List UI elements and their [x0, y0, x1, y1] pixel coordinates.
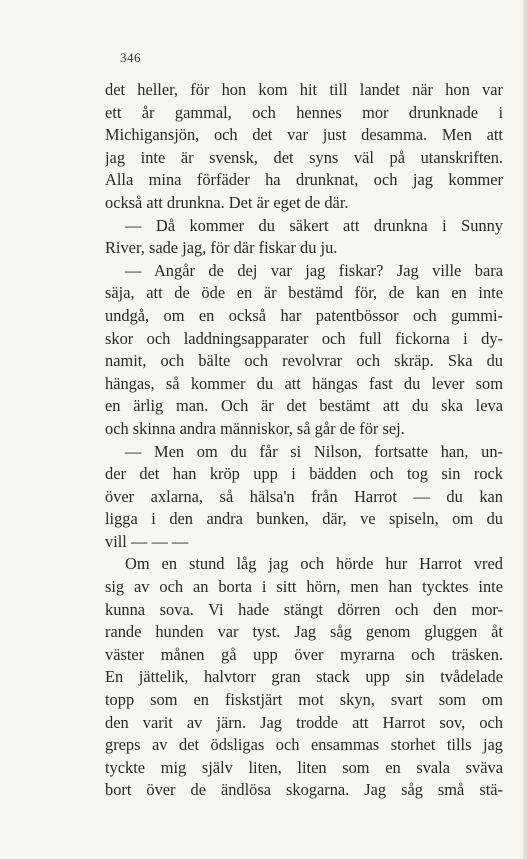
text-line: undgå, om en också har patentbössor och gummi- [105, 305, 503, 325]
text-line: ett år gammal, och hennes mor drunknade i [105, 102, 503, 122]
text-line: — Men om du får si Nilson, fortsatte han, un- [125, 441, 503, 461]
text-line: — Angår de dej var jag fiskar? Jag ville bara [125, 260, 503, 280]
text-line: River, sade jag, för där fiskar du ju. [105, 238, 338, 258]
text-line: en ärlig man. Och är det bestämt att du ska leva [105, 396, 503, 416]
text-line: Alla mina förfäder ha drunknat, och jag kommer [105, 170, 503, 190]
text-line: topp som en fiskstjärt mot skyn, svart som om [105, 690, 503, 710]
text-line: greps av det ödsligas och ensammas storhet tills jag [105, 735, 503, 755]
page-number: 346 [120, 50, 141, 65]
body-text [105, 79, 503, 802]
text-line: den varit av järn. Jag trodde att Harrot sov, och [105, 712, 503, 732]
text-line: vill — — — [105, 531, 189, 551]
text-line: väster månen gå upp över myrarna och träsken. [105, 644, 503, 664]
text-line: och skinna andra människor, så går de för sej. [105, 418, 405, 438]
text-line: — Då kommer du säkert att drunkna i Sunny [125, 215, 503, 235]
text-line: Om en stund låg jag och hörde hur Harrot vred [125, 554, 503, 574]
text-line: Michigansjön, och det var just desamma. Men att [105, 125, 503, 145]
text-line: ligga i den andra bunken, där, ve spiseln, om du [105, 509, 503, 529]
text-line: det heller, för hon kom hit till landet när hon var [105, 80, 503, 99]
text-line: säja, att de öde en är bestämd för, de kan en inte [105, 283, 503, 303]
text-line: sig av och an borta i sitt hörn, men han tycktes inte [105, 577, 503, 597]
text-line: kunna sova. Vi hade stängt dörren och den mor- [105, 599, 503, 619]
text-line: En jättelik, halvtorr gran stack upp sin tvådelade [105, 667, 503, 687]
text-line: hängas, så kommer du att hängas fast du lever som [105, 373, 503, 393]
text-line: över axlarna, så hälsa'n från Harrot — du kan [105, 486, 503, 506]
text-line: skor och laddningsapparater och full fickorna i dy- [105, 328, 503, 348]
text-line: rande hunden var tyst. Jag såg genom gluggen åt [105, 622, 503, 642]
text-line: jag inte är svensk, det syns väl på utanskriften. [105, 147, 503, 167]
page-edge [523, 0, 527, 859]
text-line: namit, och bälte och revolvrar och skräp. Ska du [105, 351, 503, 371]
text-line: bort över de ändlösa skogarna. Jag såg små stä- [105, 780, 503, 800]
text-line: också att drunkna. Det är eget de där. [105, 192, 349, 212]
text-line: tyckte mig själv liten, liten som en svala sväva [105, 757, 503, 777]
text-line: der det han kröp upp i bädden och tog sin rock [105, 464, 503, 484]
